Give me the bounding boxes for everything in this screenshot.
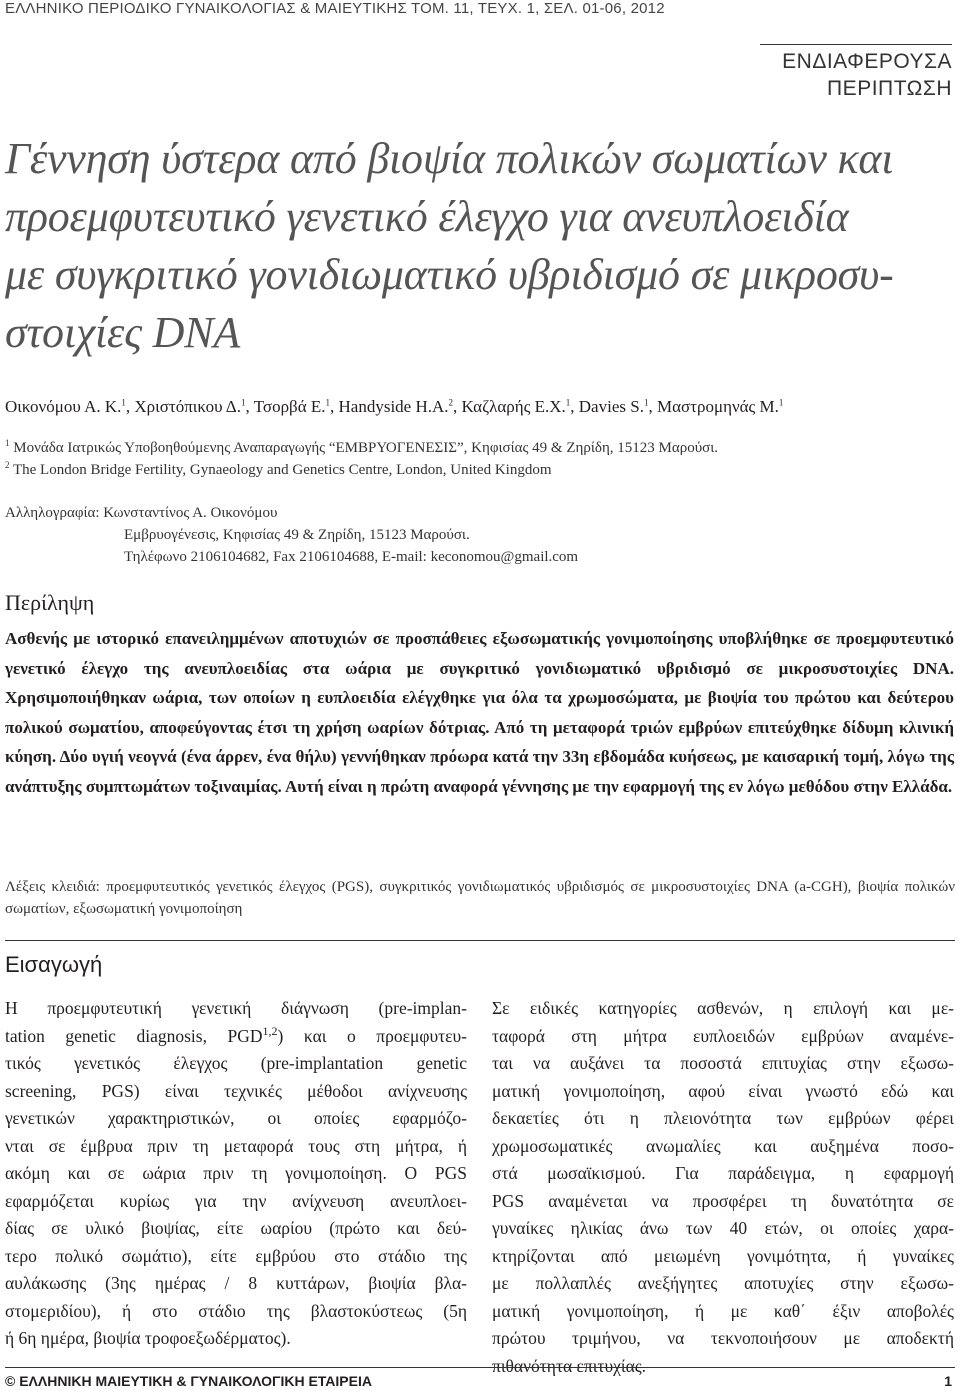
author-name: Μαστρομηνάς Μ. bbox=[656, 397, 779, 416]
text-line: στά μωσαϊκισμού. Για παράδειγμα, η εφαρμογή bbox=[492, 1163, 954, 1183]
text-line: ται να αυξάνει τα ποσοστά επιτυχίας στην εξωσω- bbox=[492, 1053, 954, 1073]
text-line: πιθανότητα επιτυχίας. bbox=[492, 1355, 647, 1376]
text-line: κτηρίζονται από μειωμένη γονιμότητα, ή γυναίκες bbox=[492, 1245, 954, 1266]
text-line: γυναίκες ηλικίας άνω των 40 ετών, οι οποίες χαρα- bbox=[492, 1218, 954, 1238]
text-line: τερο πολικό σωμάτιο), είτε εμβρύου στο στάδιο της bbox=[5, 1245, 467, 1266]
footer-rule bbox=[5, 1367, 955, 1368]
article-title bbox=[5, 130, 957, 362]
text-line: δίας σε υλικό βιοψίας, είτε ωαρίου (πρώτο και δεύ- bbox=[5, 1218, 467, 1238]
journal-header: ΕΛΛΗΝΙΚΟ ΠΕΡΙΟΔΙΚΟ ΓΥΝΑΙΚΟΛΟΓΙΑΣ & ΜΑΙΕΥΤΙΚΗΣ ΤΟΜ. 11, ΤΕΥΧ. 1, ΣΕΛ. 01-06, 2012 bbox=[5, 0, 665, 17]
text-line: αυλάκωσης (3ης ημέρας / 8 κυττάρων, βιοψία βλα- bbox=[5, 1273, 467, 1293]
text-line: εφαρμόζεται κυρίως για την ανίχνευση ανευπλοει- bbox=[5, 1190, 467, 1211]
abstract-heading: Περίληψη bbox=[5, 590, 95, 615]
author-affiliation-mark: 1 bbox=[121, 397, 126, 408]
author-affiliation-mark: 2 bbox=[448, 397, 454, 408]
title-line: προεμφυτευτικό γενετικό έλεγχο για ανευπλοειδία bbox=[5, 192, 849, 241]
affiliation-number: 1 bbox=[5, 438, 10, 448]
text-line: tation genetic diagnosis, PGD$^{1,2}$) και ο προεμφυτευ- bbox=[5, 1023, 467, 1046]
introduction-column-left bbox=[5, 995, 467, 1353]
text-line: ή 6η ημέρα, βιοψία τροφοεξωδέρματος). bbox=[5, 1328, 291, 1348]
article-type-line: ΕΝΔΙΑΦΕΡΟΥΣΑ bbox=[782, 50, 952, 73]
text-line: νται σε έμβρυα πριν τη μεταφορά τους στη μήτρα, ή bbox=[5, 1135, 467, 1156]
introduction-column-right bbox=[492, 995, 954, 1380]
title-line: Γέννηση ύστερα από βιοψία πολικών σωματίων και bbox=[5, 134, 894, 183]
author-name: Καζλαρής Ε.Χ. bbox=[461, 397, 566, 416]
title-line: στοιχίες DNA bbox=[5, 308, 241, 357]
author-name: Τσορβά Ε. bbox=[253, 397, 326, 416]
text-line: Η προεμφυτευτική γενετική διάγνωση (pre-implan- bbox=[5, 998, 467, 1018]
affiliation bbox=[5, 462, 552, 479]
correspondence-label: Αλληλογραφία: Κωνσταντίνος Α. Οικονόμου bbox=[5, 505, 278, 521]
text-line: PGS αναμένεται να προσφέρει τη δυνατότητα σε bbox=[492, 1190, 954, 1211]
text-line: δεκαετίες ότι η πλειονότητα των εμβρύων φέρει bbox=[492, 1108, 954, 1128]
author-name: Handyside H.A. bbox=[338, 397, 449, 416]
affiliation-number: 2 bbox=[5, 460, 10, 470]
text-line: ματική γονιμοποίηση, ή με καθ΄ έξιν αποβολές bbox=[492, 1300, 954, 1321]
text-line: γενετικών χαρακτηριστικών, οι οποίες εφαρμόζο- bbox=[5, 1108, 467, 1128]
text-line: πρώτου τριμήνου, να τεκνοποιήσουν με αποδεκτή bbox=[492, 1328, 954, 1348]
text-line: τικός γενετικός έλεγχος (pre-implantation genetic bbox=[5, 1053, 467, 1073]
text-line: ταφορά στη μήτρα ευπλοειδών εμβρύων αναμένε- bbox=[492, 1025, 954, 1046]
affiliation bbox=[5, 440, 718, 457]
abstract-text: Ασθενής με ιστορικό επανειλημμένων αποτυχιών σε προσπάθειες εξωσωματικής γονιμοποίησης υποβλήθηκε σε προεμφυτευτικό γενετικό έλεγχο της ανευπλοειδίας στα ωάρια με συγκριτικό γονιδιωματικό υβριδισμό σε μικροσυστοιχίες DNA. Χρησιμοποιήθηκαν ωάρια, των οποίων η ευπλοειδία ελέγχθηκε για όλα τα χρωμοσώματα, με βιοψία του πρώτου και δεύτερου πολικού σωματίου, αποφεύγοντας έτσι τη χρήση ωαρίων δότριας. Από τη μεταφορά τριών εμβρύων επιτεύχθηκε δίδυμη κλινική κύηση. Δύο υγιή νεογνά (ένα άρρεν, ένα θήλυ) γεννήθηκαν πρόωρα κατά την 33η εβδομάδα κυήσεως, με καισαρική τομή, λόγω της ανάπτυξης συμπτωμάτων τοξιναιμίας. Αυτή είναι η πρώτη αναφορά γέννησης με την εφαρμογή της εν λόγω μεθόδου στην Ελλάδα. bbox=[5, 629, 954, 796]
author-affiliation-mark: 1 bbox=[643, 397, 649, 408]
affiliation-text: The London Bridge Fertility, Gynaeology and Genetics Centre, London, United Kingdom bbox=[12, 462, 552, 478]
author-affiliation-mark: 1 bbox=[240, 397, 246, 408]
text-line: ακόμη και σε ωάρια πριν τη γονιμοποίηση. Ο PGS bbox=[5, 1163, 467, 1183]
article-type bbox=[782, 48, 952, 102]
correspondence-address: Εμβρυογένεσις, Κηφισίας 49 & Ζηρίδη, 15123 Μαρούσι. bbox=[124, 527, 470, 543]
citation-superscript: 1,2 bbox=[262, 1023, 278, 1038]
affiliation-text: Μονάδα Ιατρικώς Υποβοηθούμενης Αναπαραγωγής “ΕΜΒΡΥΟΓΕΝΕΣΙΣ”, Κηφισίας 49 & Ζηρίδη, 15123 Μαρούσι. bbox=[13, 440, 719, 456]
keywords: Λέξεις κλειδιά: προεμφυτευτικός γενετικός έλεγχος (PGS), συγκριτικός γονιδιωματικός υβριδισμός σε μικροσυστοιχίες DNA (a-CGH), βιοψία πολικών σωματίων, εξωσωματική γονιμοποίηση bbox=[5, 879, 955, 917]
text-line: ματική γονιμοποίηση, αφού είναι γνωστό εδώ και bbox=[492, 1080, 954, 1101]
text-line: στομεριδίου), ή στο στάδιο της βλαστοκύστεως (5η bbox=[5, 1300, 467, 1321]
article-type-line: ΠΕΡΙΠΤΩΣΗ bbox=[827, 77, 952, 100]
author-affiliation-mark: 1 bbox=[325, 397, 330, 408]
correspondence-contact: Τηλέφωνο 2106104682, Fax 2106104688, E-mail: keconomou@gmail.com bbox=[124, 549, 579, 565]
author-list: Οικονόμου Α. Κ.$^1$, Χριστόπικου Δ.$^1$, Τσορβά Ε.$^1$, Handyside H.A.$^2$, Καζλαρής Ε.Χ.$^1$, Davies S.$^1$, Μαστρομηνάς Μ.$^1$ bbox=[5, 397, 784, 416]
author-name: Davies S. bbox=[578, 397, 644, 416]
author-affiliation-mark: 1 bbox=[778, 397, 784, 408]
text-line: Σε ειδικές κατηγορίες ασθενών, η επιλογή και με- bbox=[492, 998, 954, 1018]
author-affiliation-mark: 1 bbox=[565, 397, 571, 408]
section-rule bbox=[5, 940, 955, 941]
author-name: Οικονόμου Α. Κ. bbox=[5, 397, 122, 416]
header-rule bbox=[760, 44, 952, 45]
text-line: με πολλαπλές ανεξήγητες αποτυχίες στην εξωσω- bbox=[492, 1273, 954, 1293]
title-line: με συγκριτικό γονιδιωματικό υβριδισμό σε μικροσυ- bbox=[5, 250, 894, 299]
page-number: 1 bbox=[944, 1373, 952, 1389]
introduction-heading: Εισαγωγή bbox=[5, 952, 103, 977]
text-line: χρωμοσωματικές ανωμαλίες και αυξημένα ποσο- bbox=[492, 1135, 954, 1156]
text-line: screening, PGS) είναι τεχνικές μέθοδοι ανίχνευσης bbox=[5, 1080, 467, 1101]
author-name: Χριστόπικου Δ. bbox=[134, 397, 241, 416]
footer-society: © ΕΛΛΗΝΙΚΗ ΜΑΙΕΥΤΙΚΗ & ΓΥΝΑΙΚΟΛΟΓΙΚΗ ΕΤΑΙΡΕΙΑ bbox=[5, 1373, 372, 1389]
